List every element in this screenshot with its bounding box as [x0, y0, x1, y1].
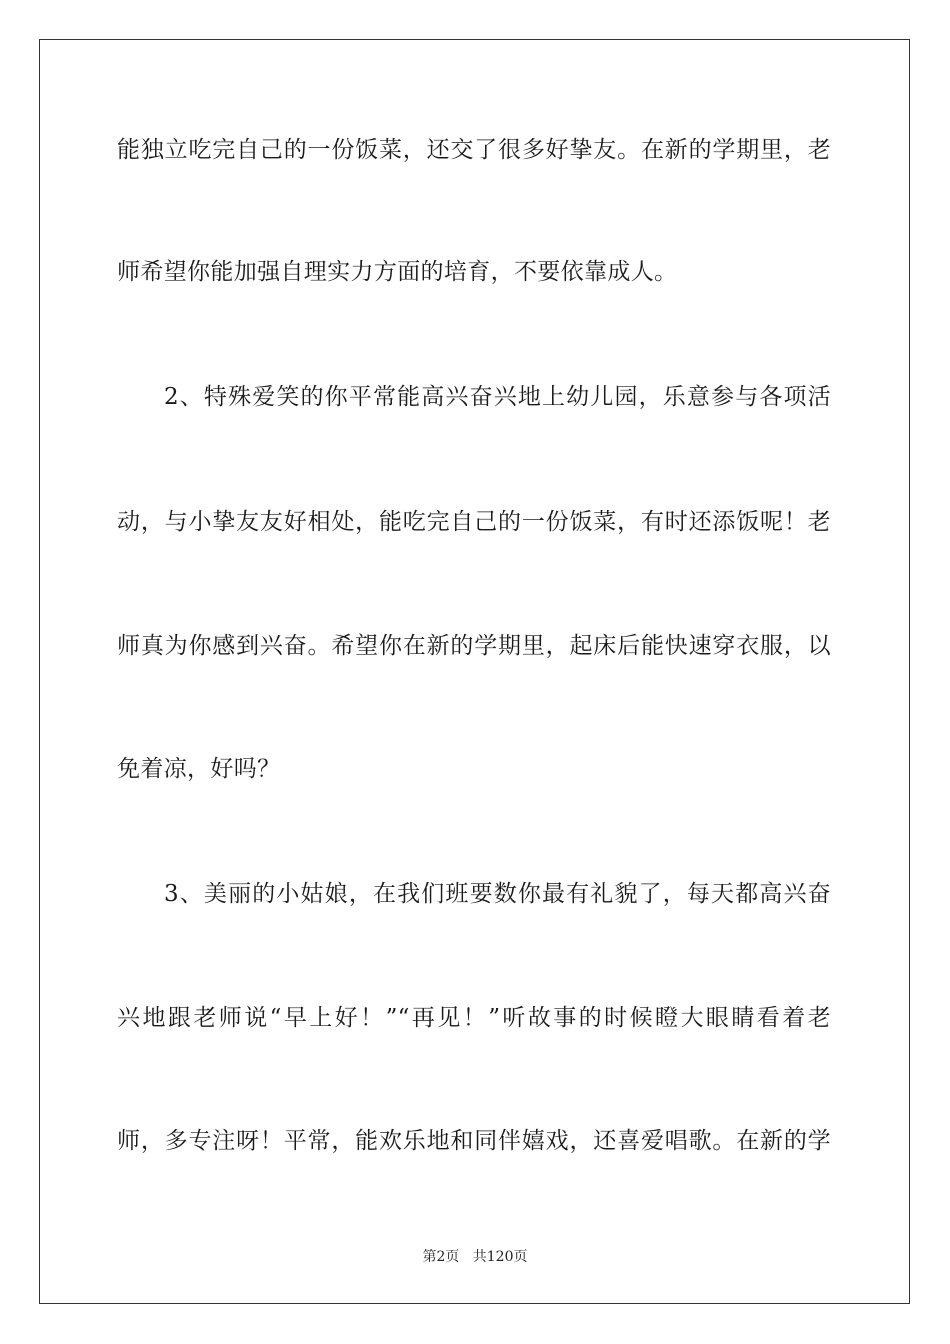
text-line-4: 动，与小挚友友好相处，能吃完自己的一份饭菜，有时还添饭呢！老	[117, 509, 831, 535]
page-frame	[39, 39, 910, 1304]
text-line-1: 能独立吃完自己的一份饭菜，还交了很多好挚友。在新的学期里，老	[117, 137, 831, 163]
text-line-2: 师希望你能加强自理实力方面的培育，不要依靠成人。	[117, 259, 678, 285]
text-line-8: 兴地跟老师说“早上好！”“再见！”听故事的时候瞪大眼睛看着老	[117, 1005, 831, 1031]
text-line-3: 2、特殊爱笑的你平常能高兴奋兴地上幼儿园，乐意参与各项活	[164, 384, 831, 410]
page-footer: 第2页 共120页	[422, 1249, 528, 1265]
text-line-6: 免着凉，好吗？	[117, 756, 281, 782]
text-line-9: 师，多专注呀！平常，能欢乐地和同伴嬉戏，还喜爱唱歌。在新的学	[117, 1128, 831, 1154]
text-line-5: 师真为你感到兴奋。希望你在新的学期里，起床后能快速穿衣服，以	[117, 633, 831, 659]
text-line-7: 3、美丽的小姑娘，在我们班要数你最有礼貌了，每天都高兴奋	[164, 881, 831, 907]
